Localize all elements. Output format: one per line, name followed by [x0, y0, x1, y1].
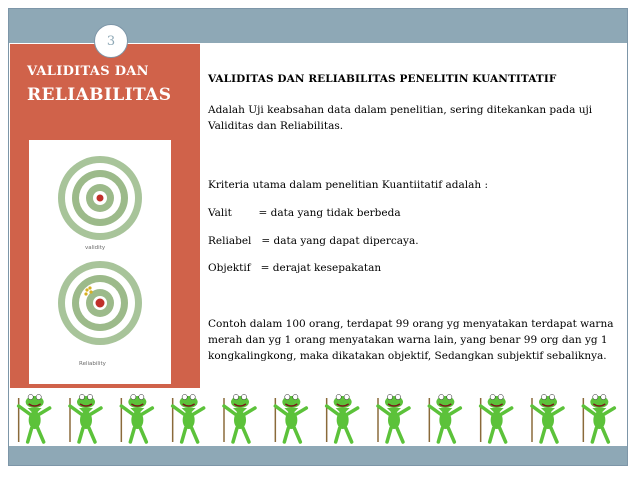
- frog-icon: [121, 394, 152, 442]
- validity-target: [58, 156, 142, 240]
- sidebar-title: [27, 64, 171, 105]
- intro-paragraph: Adalah Uji keabsahan data dalam penelitian, sering ditekankan pada uji Validitas dan Reliabilitas.: [208, 104, 593, 132]
- reliability-caption: Reliability: [79, 361, 106, 367]
- frog-icon: [19, 394, 50, 442]
- frog-icon: [583, 394, 614, 442]
- criterion-valit: Valit = data yang tidak berbeda: [208, 207, 401, 219]
- example-paragraph: Contoh dalam 100 orang, terdapat 99 orang yg menyatakan terdapat warna merah dan yg 1 orang menyatakan warna lain, yang benar 99 org dan yg 1 kongkalingkong, maka dikatakan objektif, Sedangkan subjektif sebaliknya.: [208, 318, 614, 362]
- criterion-objektif: Objektif = derajat kesepakatan: [208, 262, 382, 274]
- frog-icon: [532, 394, 563, 442]
- frog-icon: [275, 394, 306, 442]
- sidebar-title-line2: RELIABILITAS: [27, 85, 172, 105]
- frog-icon: [378, 394, 409, 442]
- frog-icon: [173, 394, 204, 442]
- content-heading: VALIDITAS DAN RELIABILITAS PENELITIN KUANTITATIF: [208, 73, 557, 85]
- bottom-band: [9, 446, 627, 465]
- slide-number: 3: [94, 24, 128, 58]
- frog-icon: [70, 394, 101, 442]
- validity-caption: validity: [85, 245, 106, 251]
- validity-reliability-image: [29, 140, 171, 384]
- sidebar-title-line1: VALIDITAS DAN: [27, 64, 149, 79]
- criteria-intro: Kriteria utama dalam penelitian Kuantiitatif adalah :: [208, 179, 488, 191]
- frog-decoration-row: [10, 392, 626, 446]
- targets-illustration: [29, 140, 171, 384]
- frog-icon: [327, 394, 358, 442]
- frog-icon: [481, 394, 512, 442]
- frog-icon: [429, 394, 460, 442]
- frog-icon: [224, 394, 255, 442]
- criterion-reliabel: Reliabel = data yang dapat dipercaya.: [208, 235, 419, 247]
- reliability-target: [58, 261, 142, 345]
